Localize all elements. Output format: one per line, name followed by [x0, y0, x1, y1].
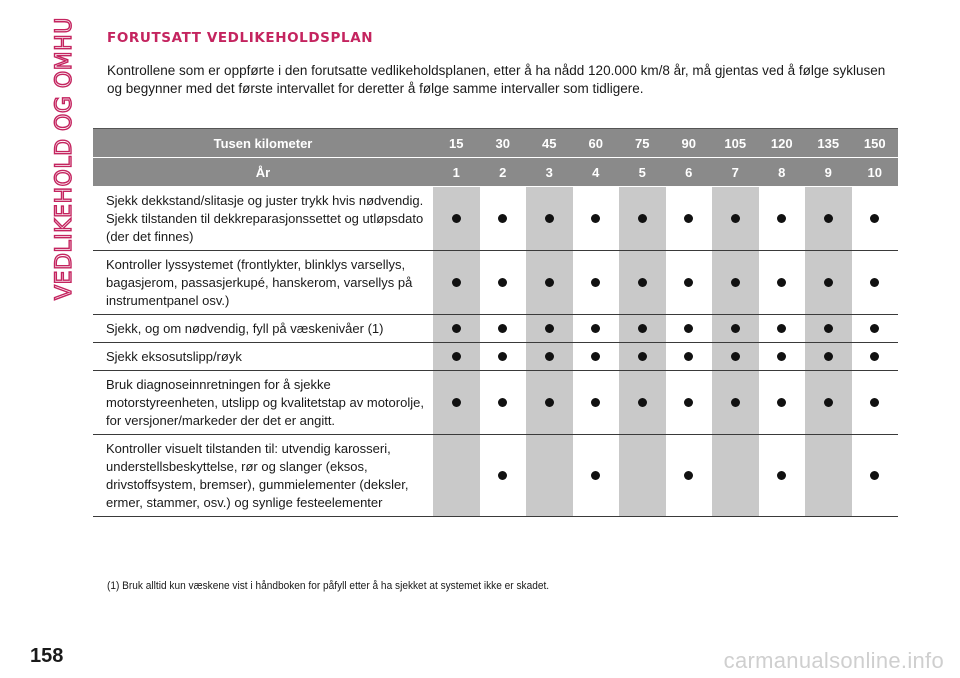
interval-cell [526, 315, 573, 343]
interval-cell [759, 251, 806, 315]
check-dot-icon [591, 278, 600, 287]
table-row [93, 187, 898, 251]
interval-cell [573, 435, 620, 517]
task-description: Sjekk eksosutslipp/røyk [93, 343, 433, 371]
header-year-cell: 1 [433, 158, 480, 187]
interval-cell [666, 251, 713, 315]
interval-cell [666, 435, 713, 517]
check-dot-icon [591, 398, 600, 407]
check-dot-icon [545, 324, 554, 333]
check-dot-icon [638, 324, 647, 333]
check-dot-icon [638, 352, 647, 361]
header-km-cell: 105 [712, 129, 759, 158]
interval-cell [526, 435, 573, 517]
interval-cell [852, 343, 899, 371]
interval-cell [619, 315, 666, 343]
interval-cell [480, 435, 527, 517]
interval-cell [433, 251, 480, 315]
header-row-year [93, 158, 898, 187]
header-year-cell: 6 [666, 158, 713, 187]
interval-cell [526, 187, 573, 251]
header-km-cell: 60 [573, 129, 620, 158]
check-dot-icon [545, 214, 554, 223]
header-year-cell: 10 [852, 158, 899, 187]
header-year-cell: 8 [759, 158, 806, 187]
interval-cell [480, 371, 527, 435]
header-year-cell: 9 [805, 158, 852, 187]
check-dot-icon [870, 324, 879, 333]
check-dot-icon [591, 471, 600, 480]
interval-cell [573, 251, 620, 315]
interval-cell [852, 187, 899, 251]
interval-cell [526, 343, 573, 371]
check-dot-icon [777, 352, 786, 361]
interval-cell [852, 435, 899, 517]
interval-cell [619, 371, 666, 435]
check-dot-icon [684, 214, 693, 223]
interval-cell [712, 251, 759, 315]
interval-cell [666, 187, 713, 251]
task-description: Sjekk, og om nødvendig, fyll på væskenivåer (1) [93, 315, 433, 343]
interval-cell [433, 187, 480, 251]
header-year-cell: 5 [619, 158, 666, 187]
header-km-cell: 30 [480, 129, 527, 158]
interval-cell [573, 371, 620, 435]
check-dot-icon [731, 214, 740, 223]
header-km-cell: 120 [759, 129, 806, 158]
check-dot-icon [684, 398, 693, 407]
check-dot-icon [638, 214, 647, 223]
check-dot-icon [777, 278, 786, 287]
page-heading: FORUTSATT VEDLIKEHOLDSPLAN [107, 30, 374, 46]
check-dot-icon [498, 471, 507, 480]
check-dot-icon [684, 278, 693, 287]
check-dot-icon [684, 324, 693, 333]
table-row [93, 371, 898, 435]
interval-cell [852, 371, 899, 435]
check-dot-icon [731, 352, 740, 361]
interval-cell [712, 343, 759, 371]
check-dot-icon [638, 278, 647, 287]
header-km-cell: 135 [805, 129, 852, 158]
header-year-cell: 3 [526, 158, 573, 187]
check-dot-icon [731, 324, 740, 333]
check-dot-icon [545, 278, 554, 287]
check-dot-icon [591, 352, 600, 361]
check-dot-icon [545, 352, 554, 361]
check-dot-icon [777, 324, 786, 333]
interval-cell [712, 315, 759, 343]
header-km-cell: 15 [433, 129, 480, 158]
interval-cell [619, 343, 666, 371]
interval-cell [619, 187, 666, 251]
interval-cell [852, 315, 899, 343]
check-dot-icon [452, 398, 461, 407]
interval-cell [573, 315, 620, 343]
interval-cell [759, 315, 806, 343]
check-dot-icon [824, 324, 833, 333]
interval-cell [712, 435, 759, 517]
interval-cell [666, 343, 713, 371]
task-description: Kontroller lyssystemet (frontlykter, blinklys varsellys, bagasjerom, passasjerkupé, hanskerom, varsellys på instrumentpanel osv.) [93, 251, 433, 315]
check-dot-icon [824, 398, 833, 407]
task-description: Sjekk dekkstand/slitasje og juster trykk hvis nødvendig. Sjekk tilstanden til dekkreparasjonssettet og utløpsdato (der det finnes) [93, 187, 433, 251]
check-dot-icon [638, 398, 647, 407]
check-dot-icon [824, 352, 833, 361]
interval-cell [759, 343, 806, 371]
interval-cell [805, 435, 852, 517]
interval-cell [480, 315, 527, 343]
interval-cell [666, 315, 713, 343]
check-dot-icon [452, 352, 461, 361]
table-row [93, 435, 898, 517]
header-row-km [93, 129, 898, 158]
header-year-cell: 2 [480, 158, 527, 187]
interval-cell [805, 343, 852, 371]
table-row [93, 343, 898, 371]
footnote: (1) Bruk alltid kun væskene vist i håndboken for påfyll etter å ha sjekket at systemet ikke er skadet. [107, 580, 550, 592]
interval-cell [805, 315, 852, 343]
watermark-text: carmanualsonline.info [723, 648, 944, 673]
check-dot-icon [452, 324, 461, 333]
check-dot-icon [824, 214, 833, 223]
check-dot-icon [731, 278, 740, 287]
interval-cell [573, 187, 620, 251]
interval-cell [480, 343, 527, 371]
page-number: 158 [30, 645, 64, 667]
check-dot-icon [870, 278, 879, 287]
interval-cell [480, 251, 527, 315]
check-dot-icon [591, 324, 600, 333]
check-dot-icon [591, 214, 600, 223]
header-km-cell: 150 [852, 129, 899, 158]
interval-cell [433, 343, 480, 371]
maintenance-table-wrapper [93, 128, 898, 517]
interval-cell [619, 251, 666, 315]
interval-cell [805, 371, 852, 435]
interval-cell [433, 435, 480, 517]
check-dot-icon [824, 278, 833, 287]
interval-cell [712, 187, 759, 251]
header-year-label: År [93, 158, 433, 187]
check-dot-icon [498, 214, 507, 223]
interval-cell [805, 251, 852, 315]
check-dot-icon [870, 214, 879, 223]
interval-cell [480, 187, 527, 251]
interval-cell [619, 435, 666, 517]
check-dot-icon [498, 278, 507, 287]
interval-cell [433, 315, 480, 343]
interval-cell [712, 371, 759, 435]
interval-cell [852, 251, 899, 315]
check-dot-icon [870, 398, 879, 407]
section-side-title: VEDLIKEHOLD OG OMHU [52, 17, 77, 300]
check-dot-icon [777, 214, 786, 223]
check-dot-icon [498, 352, 507, 361]
interval-cell [433, 371, 480, 435]
interval-cell [526, 371, 573, 435]
maintenance-table [93, 128, 898, 517]
interval-cell [573, 343, 620, 371]
check-dot-icon [452, 214, 461, 223]
interval-cell [805, 187, 852, 251]
check-dot-icon [545, 398, 554, 407]
header-km-cell: 45 [526, 129, 573, 158]
check-dot-icon [870, 352, 879, 361]
interval-cell [666, 371, 713, 435]
table-row [93, 315, 898, 343]
interval-cell [759, 187, 806, 251]
interval-cell [759, 371, 806, 435]
interval-cell [526, 251, 573, 315]
header-km-label: Tusen kilometer [93, 129, 433, 158]
table-body [93, 187, 898, 517]
header-km-cell: 75 [619, 129, 666, 158]
check-dot-icon [870, 471, 879, 480]
check-dot-icon [777, 471, 786, 480]
task-description: Kontroller visuelt tilstanden til: utvendig karosseri, understellsbeskyttelse, rør og slanger (eksos, drivstoffsystem, bremser), gummielementer (deksler, ermer, stammer, osv.) og synlige festeelementer [93, 435, 433, 517]
check-dot-icon [684, 471, 693, 480]
check-dot-icon [498, 324, 507, 333]
check-dot-icon [731, 398, 740, 407]
header-year-cell: 4 [573, 158, 620, 187]
header-km-cell: 90 [666, 129, 713, 158]
interval-cell [759, 435, 806, 517]
check-dot-icon [498, 398, 507, 407]
check-dot-icon [684, 352, 693, 361]
check-dot-icon [452, 278, 461, 287]
intro-paragraph: Kontrollene som er oppførte i den forutsatte vedlikeholdsplanen, etter å ha nådd 120.000 km/8 år, må gjentas ved å følge syklusen og begynner med det første intervallet for deretter å følge samme intervaller som tidligere. [107, 63, 886, 96]
header-year-cell: 7 [712, 158, 759, 187]
task-description: Bruk diagnoseinnretningen for å sjekke motorstyreenheten, utslipp og kvalitetstap av motorolje, for versjoner/markeder der det er angitt. [93, 371, 433, 435]
check-dot-icon [777, 398, 786, 407]
table-row [93, 251, 898, 315]
